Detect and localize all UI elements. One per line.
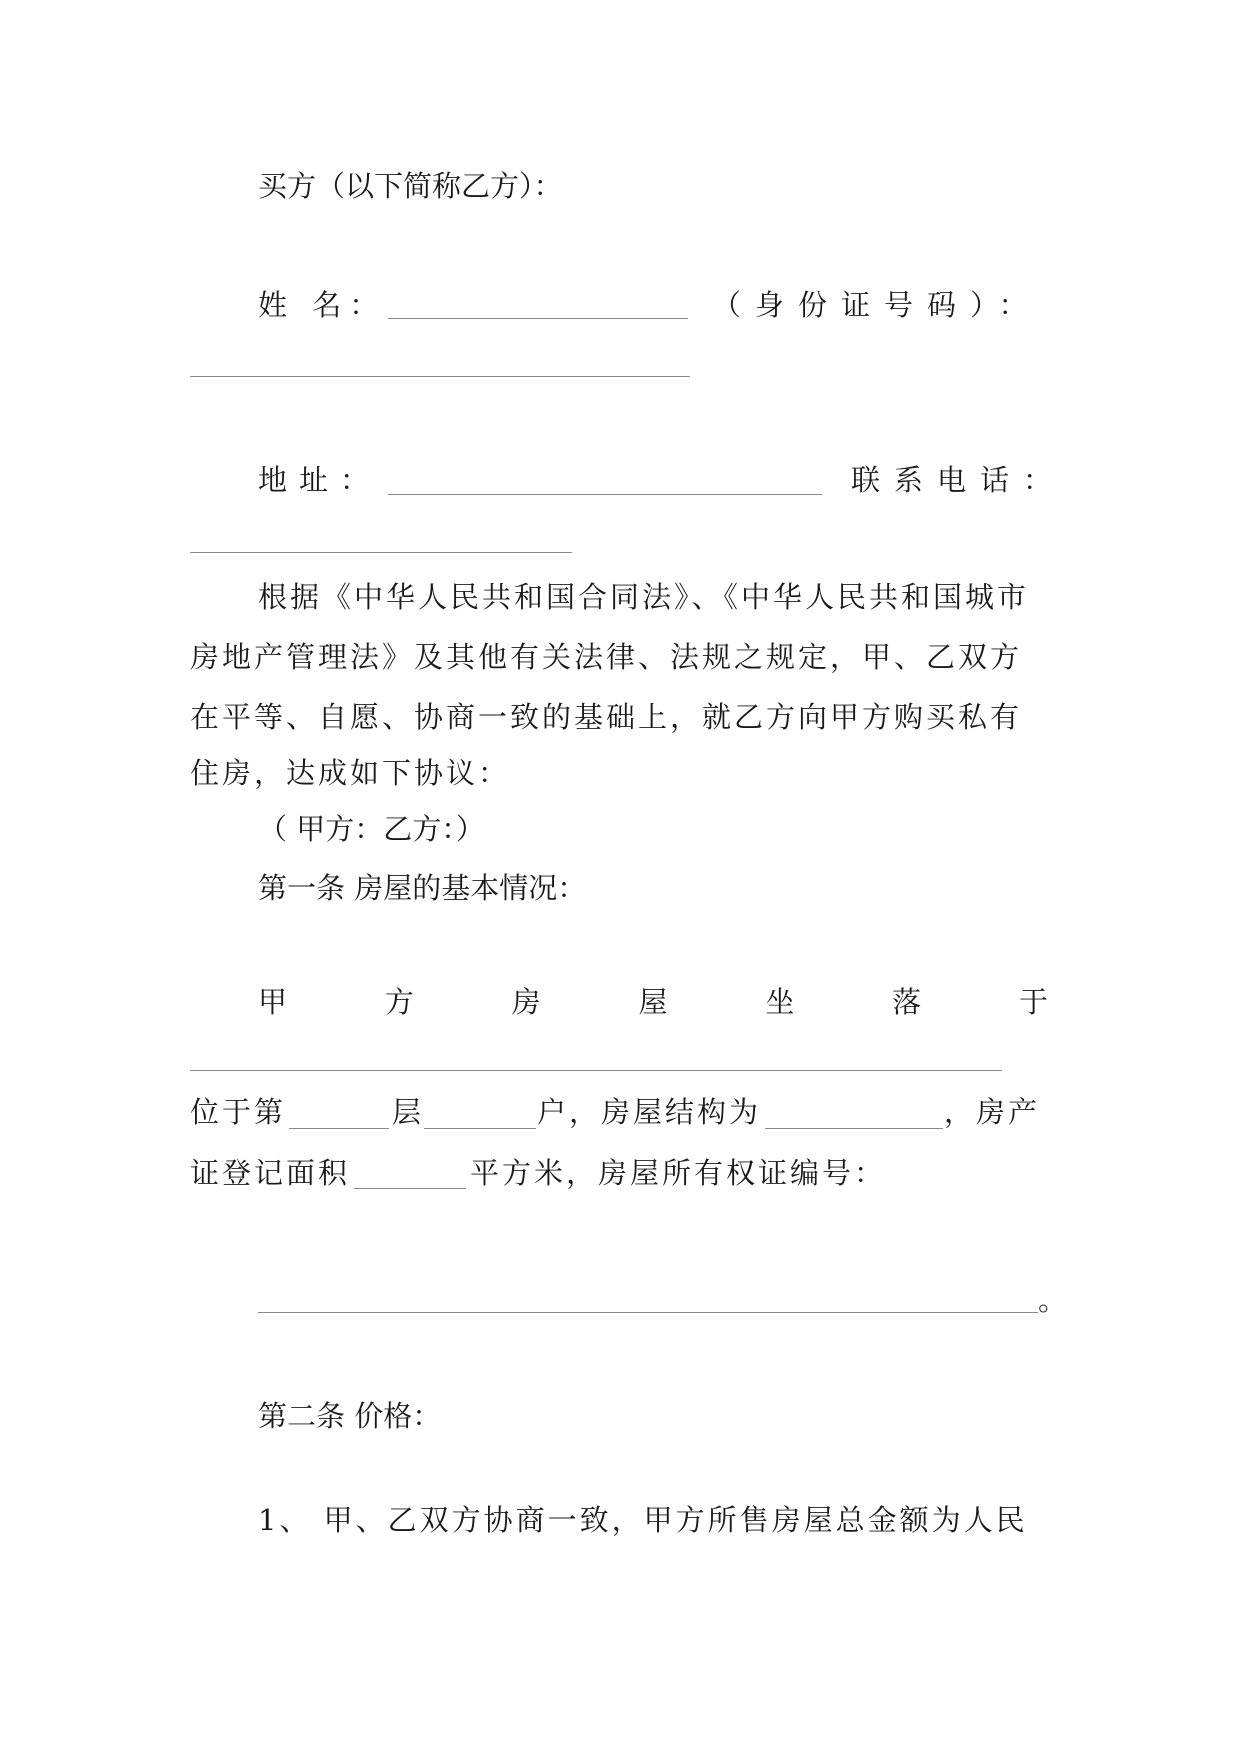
location-blank[interactable] (190, 1070, 1002, 1071)
area-blank[interactable] (354, 1188, 466, 1189)
name-label: 姓 名： (258, 288, 387, 322)
paragraph-line-3: 在平等、自愿、协商一致的基础上，就乙方向甲方购买私有 (190, 700, 1023, 734)
location-line (258, 982, 1048, 1022)
phone-blank[interactable] (190, 552, 572, 553)
paragraph-line-1: 根据《中华人民共和国合同法》、《中华人民共和国城市 (258, 580, 1030, 614)
paragraph-line-4: 住房，达成如下协议： (190, 756, 511, 790)
property-suffix: ，房产 (944, 1095, 1041, 1129)
location-char: 方 (384, 985, 414, 1019)
location-char: 屋 (638, 985, 668, 1019)
item-1: 1、 甲、乙双方协商一致，甲方所售房屋总金额为人民 (258, 1503, 1028, 1537)
area-suffix: 平方米，房屋所有权证编号： (470, 1156, 887, 1190)
floor-unit: 层 (392, 1095, 422, 1129)
paragraph-line-2: 房地产管理法》及其他有关法律、法规之规定，甲、乙双方 (190, 640, 1023, 674)
certificate-number-blank[interactable] (258, 1312, 1038, 1313)
parties-line: （ 甲方：乙方：） (258, 812, 485, 846)
structure-blank[interactable] (765, 1128, 943, 1129)
id-number-label: （身份证号码）： (712, 288, 1042, 322)
article-1-title: 第一条 房屋的基本情况： (258, 871, 587, 905)
phone-label: 联系电话： (851, 463, 1067, 497)
certificate-end-mark: 。 (1038, 1283, 1068, 1317)
id-number-blank[interactable] (190, 376, 690, 377)
location-char: 甲 (258, 985, 288, 1019)
name-blank[interactable] (388, 318, 688, 319)
buyer-heading: 买方（以下简称乙方）： (258, 169, 563, 203)
address-label: 地址： (258, 463, 382, 497)
floor-blank[interactable] (289, 1128, 389, 1129)
area-prefix: 证登记面积 (190, 1156, 351, 1190)
article-2-title: 第二条 价格： (258, 1399, 442, 1433)
household-unit: 户，房屋结构为 (537, 1095, 762, 1129)
location-char: 房 (511, 985, 541, 1019)
location-char: 坐 (765, 985, 795, 1019)
location-char: 落 (892, 985, 922, 1019)
floor-prefix: 位于第 (190, 1095, 287, 1129)
household-blank[interactable] (424, 1128, 536, 1129)
location-char: 于 (1018, 985, 1048, 1019)
address-blank[interactable] (388, 494, 822, 495)
